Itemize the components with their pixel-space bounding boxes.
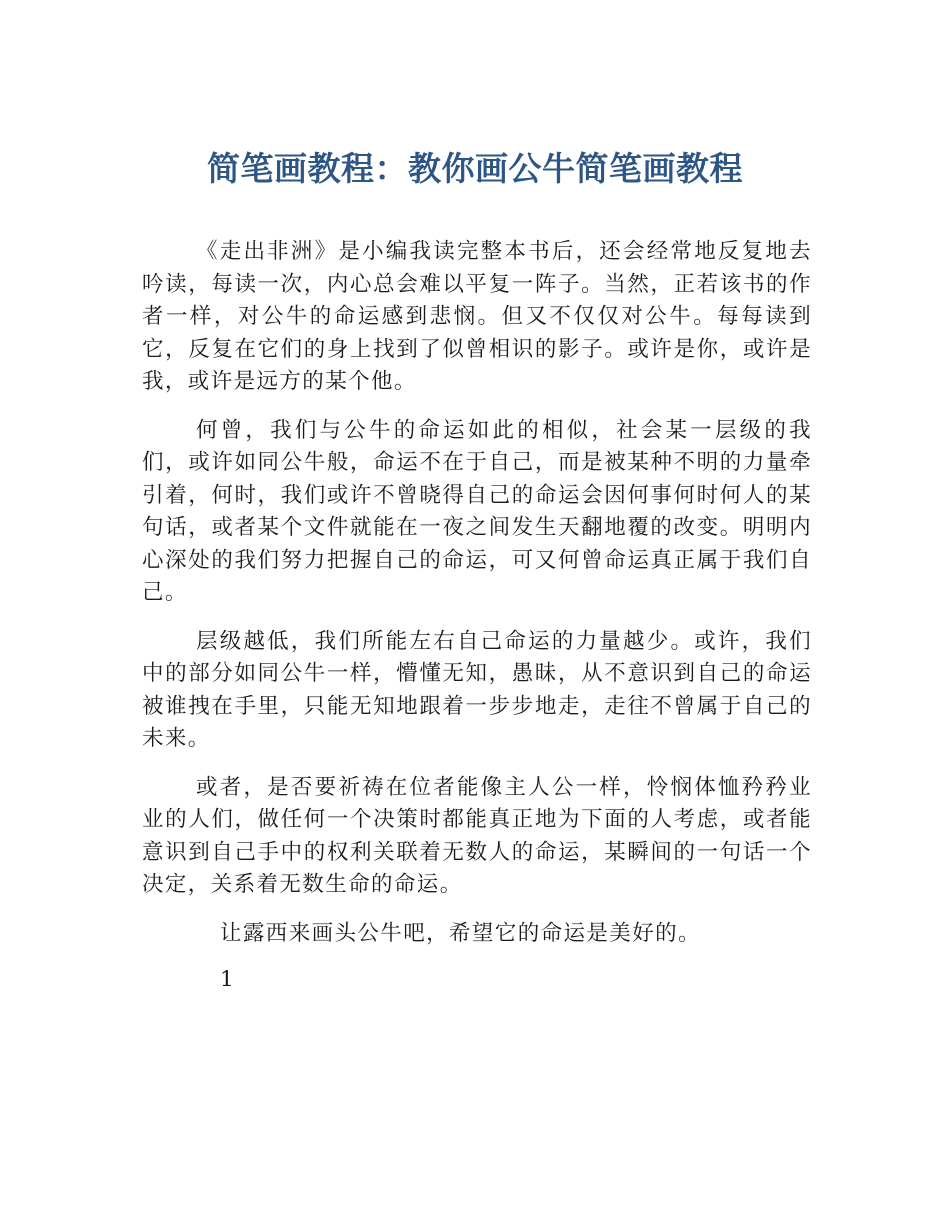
document-title: 简笔画教程：教你画公牛简笔画教程 xyxy=(207,149,743,188)
page-number: 1 xyxy=(220,967,236,992)
document-body xyxy=(142,236,812,997)
paragraph: 何曾，我们与公牛的命运如此的相似，社会某一层级的我们，或许如同公牛般，命运不在于自己，而是被某种不明的力量牵引着，何时，我们或许不曾晓得自己的命运会因何事何时何人的某句话，或者某个文件就能在一夜之间发生天翻地覆的改变。明明内心深处的我们努力把握自己的命运，可又何曾命运真正属于我们自己。 xyxy=(142,417,812,605)
closing-line: 让露西来画头公牛吧，希望它的命运是美好的。 xyxy=(220,920,701,946)
paragraph: 或者，是否要祈祷在位者能像主人公一样，怜悯体恤矜矜业业的人们，做任何一个决策时都能真正地为下面的人考虑，或者能意识到自己手中的权利关联着无数人的命运，某瞬间的一句话一个决定，关系着无数生命的命运。 xyxy=(142,774,812,897)
paragraph: 层级越低，我们所能左右自己命运的力量越少。或许，我们中的部分如同公牛一样，懵懂无知，愚昧，从不意识到自己的命运被谁拽在手里，只能无知地跟着一步步地走，走往不曾属于自己的未来。 xyxy=(142,628,812,751)
paragraph: 《走出非洲》是小编我读完整本书后，还会经常地反复地去吟读，每读一次，内心总会难以平复一阵子。当然，正若该书的作者一样，对公牛的命运感到悲悯。但又不仅仅对公牛。每每读到它，反复在它们的身上找到了似曾相识的影子。或许是你，或许是我，或许是远方的某个他。 xyxy=(142,239,812,394)
